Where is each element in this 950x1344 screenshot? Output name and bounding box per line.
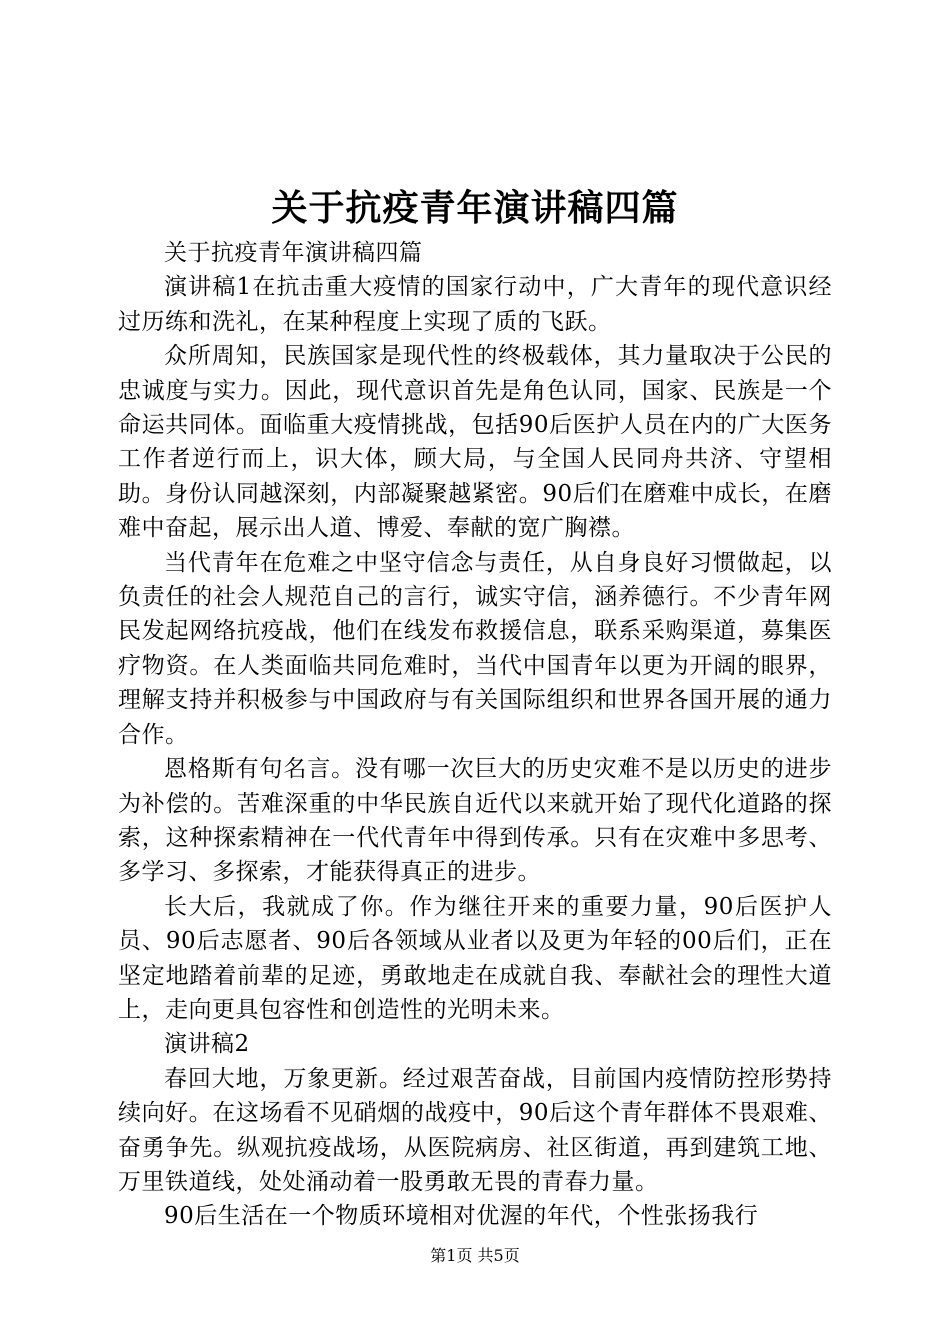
document-body (118, 236, 832, 1234)
paragraph-post-90s: 90后生活在一个物质环境相对优渥的年代，个性张扬我行 (164, 1203, 759, 1230)
paragraph-youth-responsibility: 当代青年在危难之中坚守信念与责任，从自身良好习惯做起，以负责任的社会人规范自己的言行，诚实守信，涵养德行。不少青年网民发起网络抗疫战，他们在线发布救援信息，联系采购渠道，募集医疗物资。在人类面临共同危难时，当代中国青年以更为开阔的眼界，理解支持并积极参与中国政府与有关国际组织和世界各国开展的通力合作。 (118, 549, 832, 748)
paragraph-national-identity: 众所周知，民族国家是现代性的终极载体，其力量取决于公民的忠诚度与实力。因此，现代意识首先是角色认同，国家、民族是一个命运共同体。面临重大疫情挑战，包括90后医护人员在内的广大医务工作者逆行而上，识大体，顾大局，与全国人民同舟共济、守望相助。身份认同越深刻，内部凝聚越紧密。90后们在磨难中成长，在磨难中奋起，展示出人道、博爱、奉献的宽广胸襟。 (118, 343, 832, 542)
paragraph-spring-returns: 春回大地，万象更新。经过艰苦奋战，目前国内疫情防控形势持续向好。在这场看不见硝烟的战疫中，90后这个青年群体不畏艰难、奋勇争先。纵观抗疫战场，从医院病房、社区街道，再到建筑工地、万里铁道线，处处涌动着一股勇敢无畏的青春力量。 (118, 1065, 832, 1195)
paragraph-grew-up: 长大后，我就成了你。作为继往开来的重要力量，90后医护人员、90后志愿者、90后各领域从业者以及更为年轻的00后们，正在坚定地踏着前辈的足迹，勇敢地走在成就自我、奉献社会的理性大道上，走向更具包容性和创造性的光明未来。 (118, 893, 832, 1023)
page-number-footer: 第1页 共5页 (430, 1246, 520, 1265)
document-title: 关于抗疫青年演讲稿四篇 (271, 187, 679, 229)
paragraph-engels-quote: 恩格斯有句名言。没有哪一次巨大的历史灾难不是以历史的进步为补偿的。苦难深重的中华民族自近代以来就开始了现代化道路的探索，这种探索精神在一代代青年中得到传承。只有在灾难中多思考、多学习、多探索，才能获得真正的进步。 (118, 756, 832, 886)
paragraph-speech-1-intro: 演讲稿1在抗击重大疫情的国家行动中，广大青年的现代意识经过历练和洗礼，在某种程度上实现了质的飞跃。 (118, 274, 832, 335)
paragraph-speech-2-heading: 演讲稿2 (164, 1031, 250, 1058)
paragraph-subtitle: 关于抗疫青年演讲稿四篇 (164, 240, 423, 266)
